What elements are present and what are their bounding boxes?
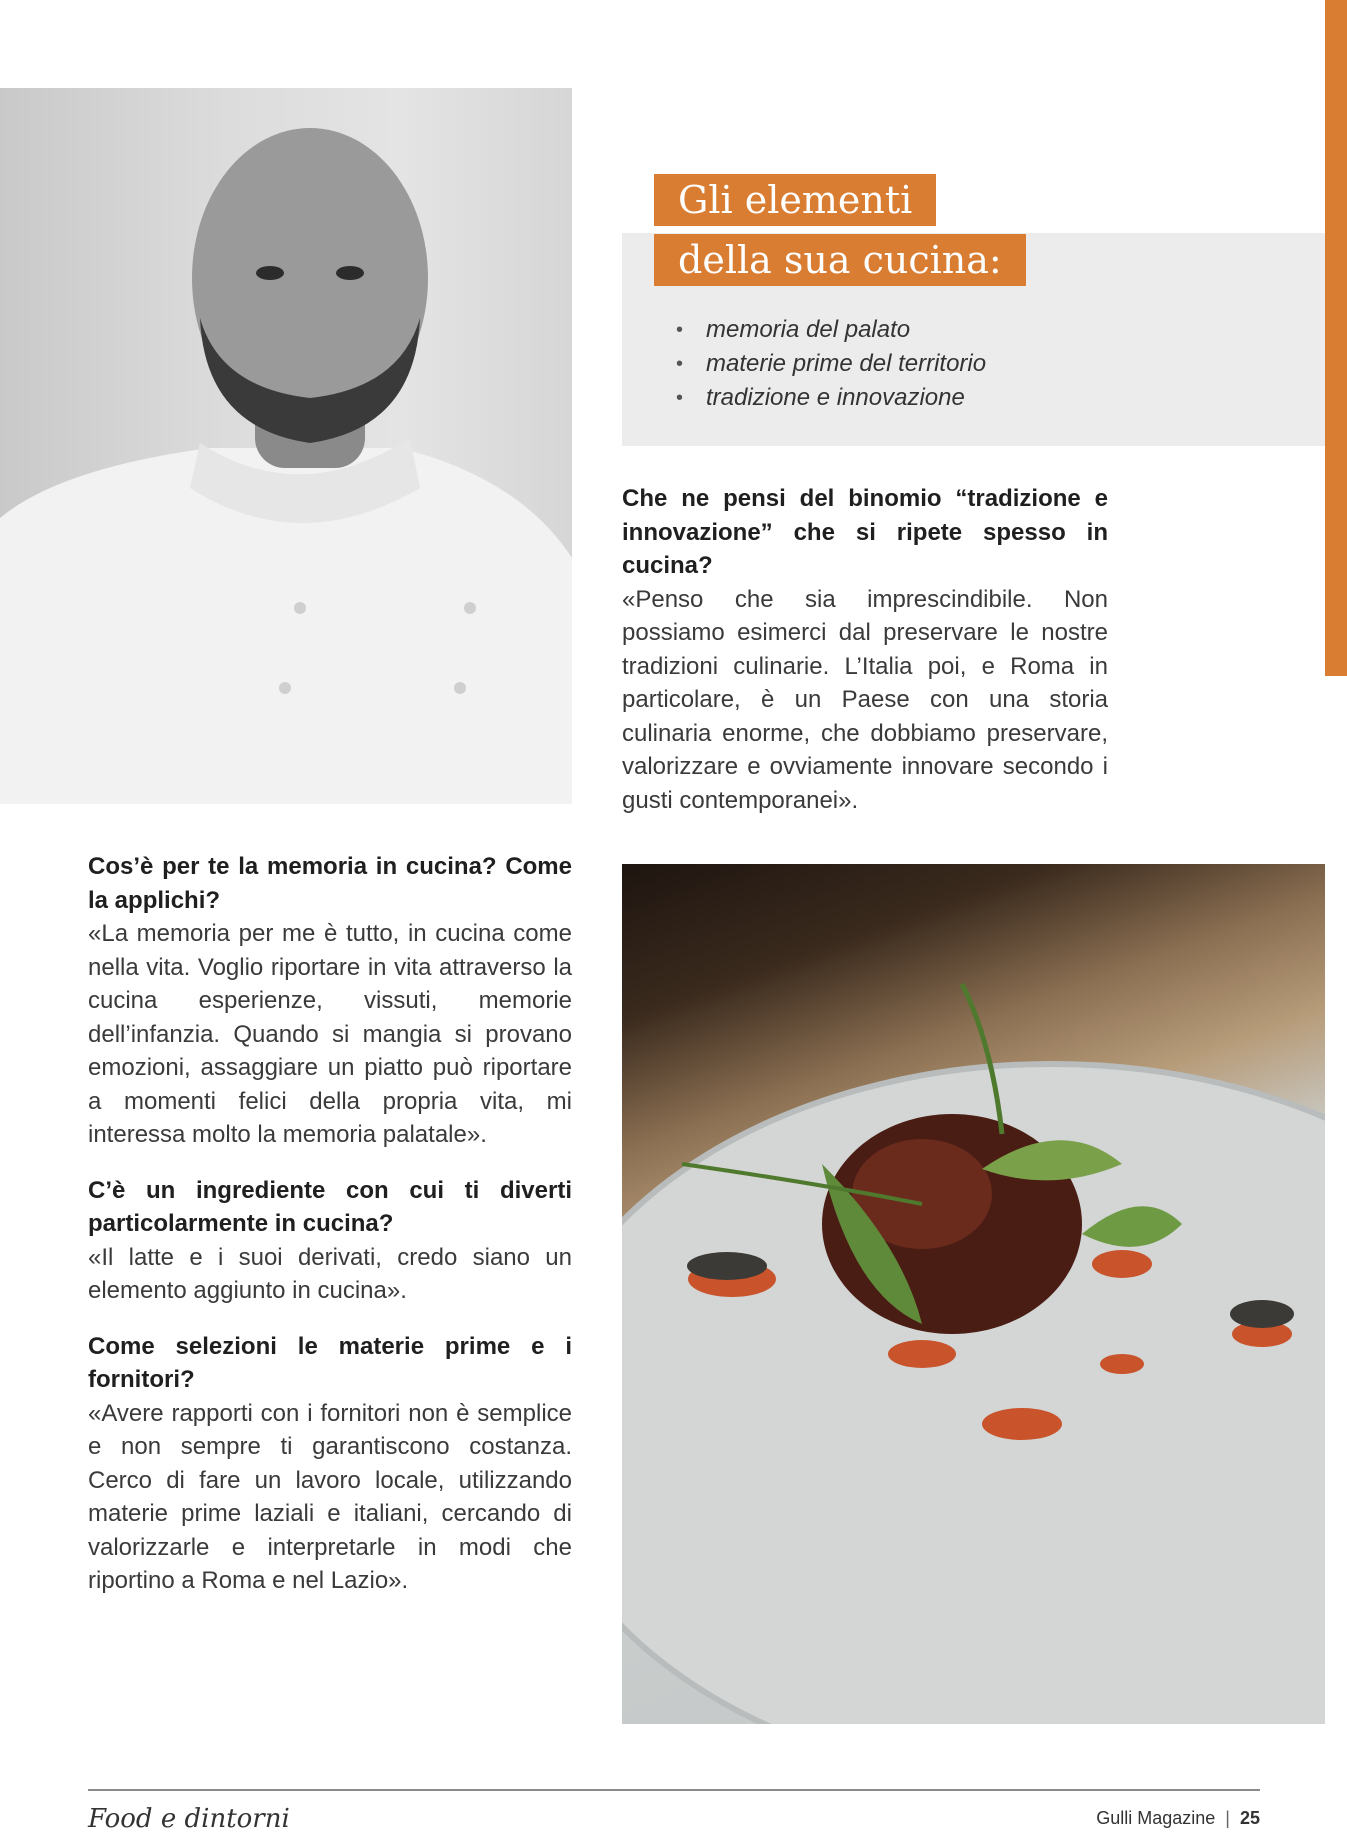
answer: «Il latte e i suoi derivati, credo siano un elemento aggiunto in cucina». — [88, 1243, 572, 1304]
footer-magazine-name: Gulli Magazine — [1096, 1808, 1216, 1828]
dish-photo — [622, 864, 1325, 1724]
accent-bar — [1325, 0, 1347, 676]
footer-page-info — [1096, 1808, 1260, 1829]
jacket-button — [454, 682, 466, 694]
footer-page-number: 25 — [1239, 1808, 1260, 1828]
bullet-item: • memoria del palato — [672, 313, 986, 347]
feature-title-line1: Gli elementi — [654, 174, 936, 226]
footer-section-name: Food e dintorni — [88, 1804, 290, 1834]
interview-left-column — [88, 850, 572, 1598]
chef-eye-right — [336, 266, 364, 280]
jacket-button — [464, 602, 476, 614]
answer: «Avere rapporti con i fornitori non è semplice e non sempre ti garantiscono costanza. Cerco di fare un lavoro locale, utilizzando materie prime laziali e italiani, cercando di valorizzarle e interpretarle in modi che riportino a Roma e nel Lazio». — [88, 1399, 572, 1594]
interview-right-column — [622, 482, 1108, 817]
answer: «La memoria per me è tutto, in cucina come nella vita. Voglio riportare in vita attraverso la cucina esperienze, vissuti, memorie dell’infanzia. Quando si mangia si provano emozioni, assaggiare un piatto può riportare a momenti felici della propria vita, mi interessa molto la memoria palatale». — [88, 920, 572, 1148]
jacket-button — [294, 602, 306, 614]
jacket-button — [279, 682, 291, 694]
sauce-dot — [982, 1408, 1062, 1440]
feature-title-line2: della sua cucina: — [654, 234, 1026, 286]
anchovy-piece — [1230, 1300, 1294, 1328]
answer: «Penso che sia imprescindibile. Non possiamo esimerci dal preservare le nostre tradizioni culinarie. L’Italia poi, e Roma in particolare, è un Paese con una storia culinaria enorme, che dobbiamo preservare, valorizzare e ovviamente innovare secondo i gusti contemporanei». — [622, 585, 1108, 814]
anchovy-piece — [687, 1252, 767, 1280]
chef-portrait-photo — [0, 88, 572, 804]
sauce-dot — [1100, 1354, 1144, 1374]
question: Che ne pensi del binomio “tradizione e innovazione” che si ripete spesso in cucina? — [622, 485, 1108, 579]
sauce-dot — [888, 1340, 956, 1368]
question: Cos’è per te la memoria in cucina? Come la applichi? — [88, 853, 572, 914]
feature-bullet-list — [672, 313, 986, 415]
sauce-dot — [1092, 1250, 1152, 1278]
bullet-item: • materie prime del territorio — [672, 347, 986, 381]
chef-eye-left — [256, 266, 284, 280]
question: C’è un ingrediente con cui ti diverti particolarmente in cucina? — [88, 1176, 572, 1237]
bullet-item: • tradizione e innovazione — [672, 381, 986, 415]
footer-divider — [88, 1789, 1260, 1791]
question: Come selezioni le materie prime e i fornitori? — [88, 1332, 572, 1393]
footer-separator: | — [1225, 1808, 1230, 1828]
